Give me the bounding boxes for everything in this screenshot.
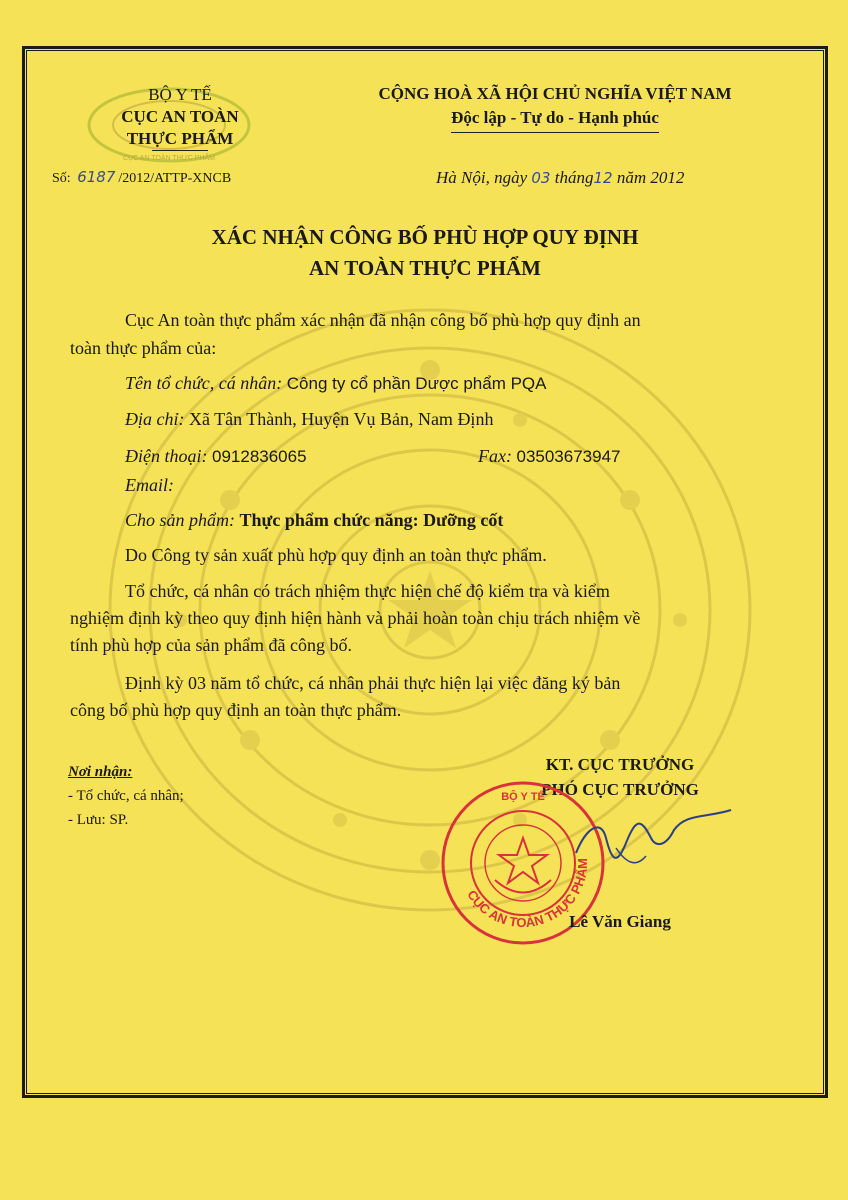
recipients-title: Nơi nhận: xyxy=(68,764,133,780)
phone-label: Điện thoại: xyxy=(125,446,208,466)
product-value: Thực phẩm chức năng: Dưỡng cốt xyxy=(239,510,504,530)
address-value: Xã Tân Thành, Huyện Vụ Bản, Nam Định xyxy=(188,409,494,429)
recipients-block xyxy=(68,760,184,832)
email-label: Email: xyxy=(125,475,174,495)
title-line1: XÁC NHẬN CÔNG BỐ PHÙ HỢP QUY ĐỊNH xyxy=(211,225,639,249)
fax-value: 03503673947 xyxy=(516,447,621,466)
agency-underline xyxy=(152,150,208,151)
national-header xyxy=(330,82,780,133)
field-fax xyxy=(478,443,621,470)
date-year: năm 2012 xyxy=(616,168,685,187)
ministry-name: BỘ Y TẾ xyxy=(148,85,212,104)
field-address xyxy=(125,406,793,433)
handwritten-signature xyxy=(556,808,736,878)
responsibility-line1: Tổ chức, cá nhân có trách nhiệm thực hiện chế độ kiểm tra và kiểm xyxy=(125,581,610,601)
date-month-label: tháng xyxy=(554,168,594,187)
responsibility-line3: tính phù hợp của sản phẩm đã công bố. xyxy=(70,635,352,655)
svg-text:CỤC AN TOÀN THỰC PHẨM: CỤC AN TOÀN THỰC PHẨM xyxy=(464,858,591,931)
reference-suffix: /2012/ATTP-XNCB xyxy=(118,171,232,186)
issue-date xyxy=(436,168,684,188)
phone-value: 0912836065 xyxy=(212,447,307,466)
intro-line1: Cục An toàn thực phẩm xác nhận đã nhận công bố phù hợp quy định an xyxy=(125,310,641,330)
signatory-title-line1: KT. CỤC TRƯỞNG xyxy=(545,755,695,774)
department-name-line1: CỤC AN TOÀN xyxy=(121,107,239,126)
organization-value: Công ty cổ phần Dược phẩm PQA xyxy=(286,374,547,393)
date-month: 12 xyxy=(593,169,613,187)
recipient-item: - Tổ chức, cá nhân; xyxy=(68,788,184,804)
reference-prefix: Số: xyxy=(52,171,71,186)
title-line2: AN TOÀN THỰC PHẨM xyxy=(309,256,541,280)
field-email xyxy=(125,472,793,499)
field-product xyxy=(125,507,793,534)
department-name-line2: THỰC PHẨM xyxy=(126,129,234,148)
field-organization xyxy=(125,370,793,397)
responsibility-line2: nghiệm định kỳ theo quy định hiện hành và phải hoàn toàn chịu trách nhiệm về xyxy=(70,608,641,628)
organization-label: Tên tổ chức, cá nhân: xyxy=(125,373,283,393)
field-phone xyxy=(125,443,793,470)
manufacturer-paragraph: Do Công ty sản xuất phù hợp quy định an toàn thực phẩm. xyxy=(125,545,547,565)
reference-number xyxy=(52,168,231,187)
handwritten-number: 6187 xyxy=(77,168,116,186)
svg-text:BỘ Y TẾ: BỘ Y TẾ xyxy=(501,791,545,803)
svg-text:CỤC AN TOÀN THỰC PHẨM: CỤC AN TOÀN THỰC PHẨM xyxy=(123,155,215,162)
issuing-agency xyxy=(60,84,300,151)
national-motto: Độc lập - Tự do - Hạnh phúc xyxy=(451,106,659,133)
recipient-item: - Lưu: SP. xyxy=(68,812,129,828)
address-label: Địa chỉ: xyxy=(125,409,185,429)
period-line2: công bố phù hợp quy định an toàn thực phẩm. xyxy=(70,700,402,720)
date-place: Hà Nội, ngày xyxy=(436,168,528,187)
product-label: Cho sản phẩm: xyxy=(125,510,236,530)
signatory-name: Lê Văn Giang xyxy=(569,912,671,931)
document-title xyxy=(80,222,770,284)
intro-line2: toàn thực phẩm của: xyxy=(70,338,217,358)
signatory-title-line2: PHÓ CỤC TRƯỞNG xyxy=(541,780,699,799)
fax-label: Fax: xyxy=(478,446,512,466)
country-name: CỘNG HOÀ XÃ HỘI CHỦ NGHĨA VIỆT NAM xyxy=(378,84,732,103)
date-day: 03 xyxy=(531,169,551,187)
period-line1: Định kỳ 03 năm tổ chức, cá nhân phải thực hiện lại việc đăng ký bản xyxy=(125,673,621,693)
